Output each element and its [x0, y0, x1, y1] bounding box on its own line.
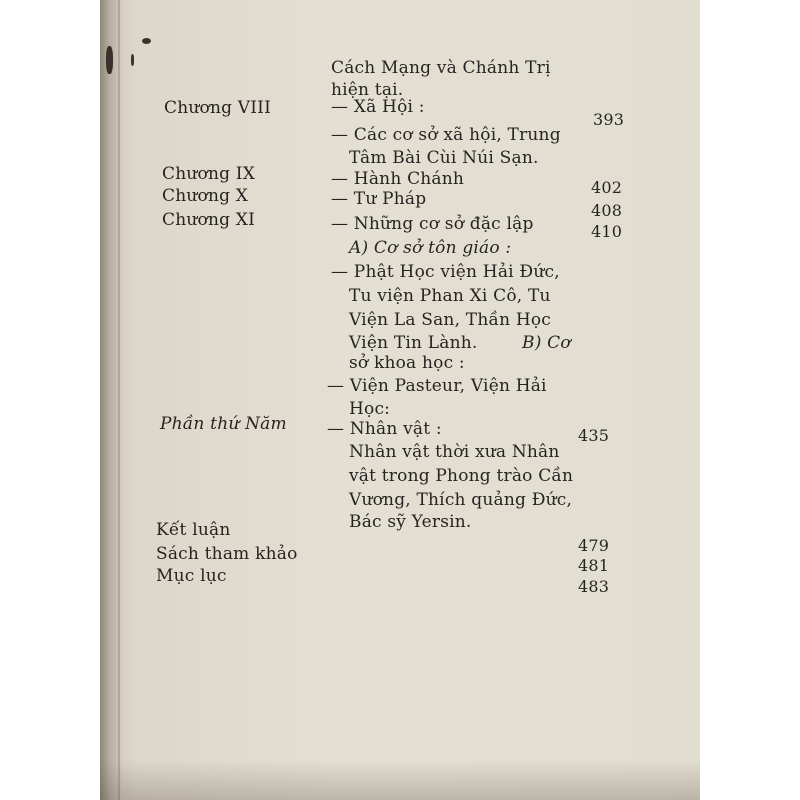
ink-blot	[131, 54, 134, 66]
chapter-11-sub-b: B) Cơ	[522, 333, 571, 353]
chapter-8-page: 393	[593, 110, 625, 129]
chapter-8-label: Chương VIII	[164, 98, 271, 118]
conclusion-label: Kết luận	[156, 520, 231, 540]
chapter-10-title: — Tư Pháp	[331, 189, 427, 209]
chapter-11-a-3: Viện La San, Thần Học	[349, 310, 552, 330]
chapter-8-sub-1: — Các cơ sở xã hội, Trung	[331, 125, 561, 145]
chapter-11-a-4: Viện Tin Lành.	[349, 333, 478, 353]
chapter-11-label: Chương XI	[162, 210, 255, 230]
chapter-10-label: Chương X	[162, 186, 249, 206]
chapter-11-title: — Những cơ sở đặc lập	[331, 214, 534, 234]
chapter-11-a-1: — Phật Học viện Hải Đức,	[331, 262, 560, 282]
intro-line-1: Cách Mạng và Chánh Trị	[331, 58, 551, 78]
contents-page: 483	[578, 577, 610, 596]
part-5-label: Phần thứ Năm	[160, 414, 287, 434]
contents-label: Mục lục	[156, 566, 227, 586]
ink-blot	[142, 38, 151, 44]
references-page: 481	[578, 556, 610, 575]
part-5-page: 435	[578, 426, 610, 445]
ink-blot	[106, 46, 113, 74]
chapter-8-sub-2: Tâm Bài Cùi Núi Sạn.	[349, 148, 539, 168]
spine-fold	[118, 0, 120, 800]
chapter-11-a-2: Tu viện Phan Xi Cô, Tu	[349, 286, 551, 306]
chapter-9-page: 402	[591, 178, 623, 197]
chapter-8-title: — Xã Hội :	[331, 97, 425, 117]
chapter-10-page: 408	[591, 201, 623, 220]
references-label: Sách tham khảo	[156, 544, 298, 564]
chapter-9-label: Chương IX	[162, 164, 255, 184]
conclusion-page: 479	[578, 536, 610, 555]
page-shadow	[100, 760, 700, 800]
part-5-title: — Nhân vật :	[327, 419, 442, 439]
chapter-11-sub-a: A) Cơ sở tôn giáo :	[349, 238, 512, 258]
intro-line-2: hiện tại.	[331, 80, 404, 100]
chapter-11-page: 410	[591, 222, 623, 241]
chapter-11-b-1: sở khoa học :	[349, 353, 465, 373]
part-5-desc-1: Nhân vật thời xưa Nhân	[349, 442, 560, 462]
part-5-desc-2: vật trong Phong trào Cần	[349, 466, 574, 486]
chapter-11-b-3: Học:	[349, 399, 391, 419]
chapter-11-b-2: — Viện Pasteur, Viện Hải	[327, 376, 547, 396]
part-5-desc-3: Vương, Thích quảng Đức,	[349, 490, 573, 510]
chapter-9-title: — Hành Chánh	[331, 169, 465, 189]
part-5-desc-4: Bác sỹ Yersin.	[349, 512, 472, 532]
